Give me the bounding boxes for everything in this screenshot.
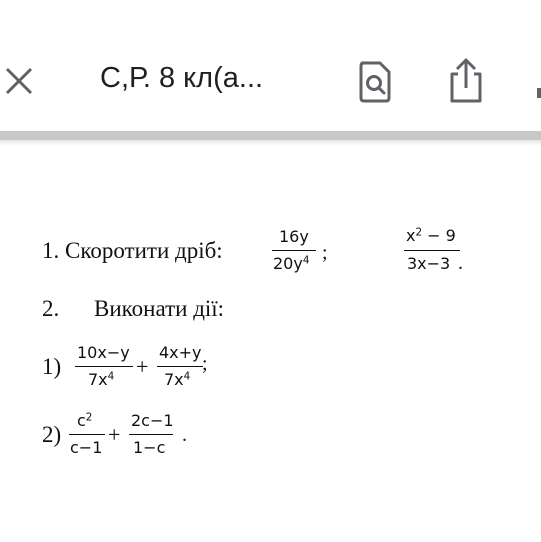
item-1-fraction-2-bar xyxy=(157,366,203,367)
item-2-fraction-2-bar xyxy=(129,434,173,435)
item-2-fraction-1-numerator: $c^2$ xyxy=(77,411,93,430)
item-2-fraction-2-numerator: 2c−1 xyxy=(131,411,174,430)
item-2-end: . xyxy=(182,424,187,446)
close-icon xyxy=(2,64,36,98)
fraction-b-bar xyxy=(404,250,460,251)
task-2-number: 2. xyxy=(42,296,60,321)
share-button[interactable] xyxy=(446,56,486,106)
fraction-a-numerator: 16y xyxy=(279,227,309,246)
task-2-label: Виконати дії: xyxy=(94,296,225,321)
app-bar xyxy=(0,0,541,135)
item-2-fraction-1-bar xyxy=(69,434,105,435)
fraction-b-numerator: $x^2 - 9$ xyxy=(406,226,456,245)
item-2-plus: + xyxy=(108,422,121,447)
fraction-b-denominator: 3x−3 xyxy=(407,254,451,273)
search-document-button[interactable] xyxy=(356,60,394,104)
item-1-fraction-1-numerator: 10x−y xyxy=(77,343,130,362)
item-1-fraction-2-denominator: $7x^4$ xyxy=(164,370,191,389)
item-1-plus: + xyxy=(136,354,149,379)
item-1-fraction-2-numerator: 4x+y xyxy=(159,343,202,362)
item-1-end: ; xyxy=(202,353,208,375)
task-1-label: 1. Скоротити дріб: xyxy=(42,238,223,263)
fraction-a-denominator: $20y^4$ xyxy=(273,254,310,273)
fraction-separator: ; xyxy=(322,242,328,264)
fraction-b-end: . xyxy=(458,252,463,274)
item-1-fraction-1-bar xyxy=(75,366,133,367)
document-search-icon xyxy=(356,60,394,104)
close-button[interactable] xyxy=(2,64,36,98)
more-options-button[interactable] xyxy=(532,86,541,100)
item-2-fraction-2-denominator: 1−c xyxy=(133,438,166,457)
fraction-a-bar xyxy=(272,250,316,251)
document-title: С,Р. 8 кл(а... xyxy=(100,62,264,94)
item-2-fraction-1-denominator: c−1 xyxy=(70,438,103,457)
app-bar-divider xyxy=(0,131,541,140)
item-1-fraction-1-denominator: $7x^4$ xyxy=(88,370,115,389)
item-1-label: 1) xyxy=(42,354,62,379)
document-page xyxy=(0,146,541,542)
share-icon xyxy=(446,56,486,106)
item-2-label: 2) xyxy=(42,422,62,447)
more-vert-icon xyxy=(532,86,541,100)
